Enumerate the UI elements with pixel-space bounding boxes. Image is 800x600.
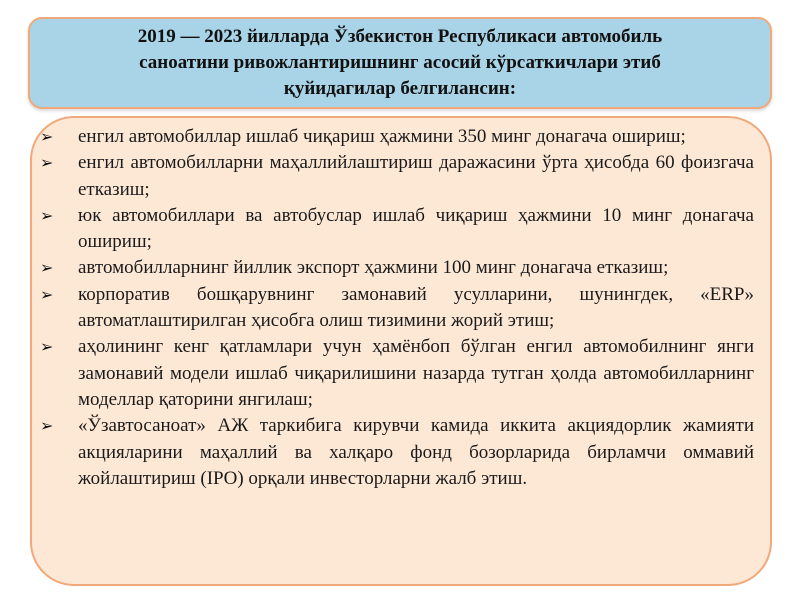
arrowhead-bullet-icon: ➢ xyxy=(40,284,54,304)
list-item-text: енгил автомобиллар ишлаб чиқариш ҳажмини 350 минг донагача ошириш; xyxy=(78,126,686,147)
list-item xyxy=(40,203,754,256)
list-item xyxy=(40,413,754,492)
list-item xyxy=(40,334,754,413)
title-line-1: 2019 — 2023 йилларда Ўзбекистон Республикаси автомобиль xyxy=(137,26,663,47)
title-line-2: саноатини ривожлантиришнинг асосий кўрсаткичлари этиб xyxy=(139,52,661,73)
list-item xyxy=(40,150,754,203)
page-title xyxy=(138,24,662,102)
arrowhead-bullet-icon: ➢ xyxy=(40,258,54,278)
list-item-text: «Ўзавтосаноат» АЖ таркибига кирувчи камида иккита акциядорлик жамияти акцияларини маҳаллий ва халқаро фонд бозорларида бирламчи оммавий жойлаштириш (IPO) орқали инвесторларни жалб этиш. xyxy=(78,415,754,489)
list-item-text: юк автомобиллари ва автобуслар ишлаб чиқариш ҳажмини 10 минг донагача ошириш; xyxy=(78,204,754,253)
title-line-3: қуйидагилар белгилансин: xyxy=(283,78,517,99)
arrowhead-bullet-icon: ➢ xyxy=(40,337,54,357)
list-item-text: аҳолининг кенг қатламлари учун ҳамёнбоп бўлган енгил автомобилнинг янги замонавий модели ишлаб чиқарилишини назарда тутган ҳолда автомобилларнинг моделлар қаторини янгилаш; xyxy=(78,336,754,410)
list-item-text: енгил автомобилларни маҳаллийлаштириш даражасини ўрта ҳисобда 60 фоизгача етказиш; xyxy=(78,152,754,200)
list-item xyxy=(40,124,754,150)
arrowhead-bullet-icon: ➢ xyxy=(40,153,54,173)
title-banner xyxy=(28,17,772,109)
indicator-list xyxy=(40,124,754,492)
arrowhead-bullet-icon: ➢ xyxy=(40,205,54,225)
arrowhead-bullet-icon: ➢ xyxy=(40,127,54,146)
list-item xyxy=(40,282,754,335)
list-item-text: корпоратив бошқарувнинг замонавий усулларини, шунингдек, «ERP» автоматлаштирилган ҳисобга олиш тизимини жорий этиш; xyxy=(78,283,754,332)
list-item xyxy=(40,255,754,281)
arrowhead-bullet-icon: ➢ xyxy=(40,416,54,436)
list-item-text: автомобилларнинг йиллик экспорт ҳажмини 100 минг донагача етказиш; xyxy=(78,257,669,279)
